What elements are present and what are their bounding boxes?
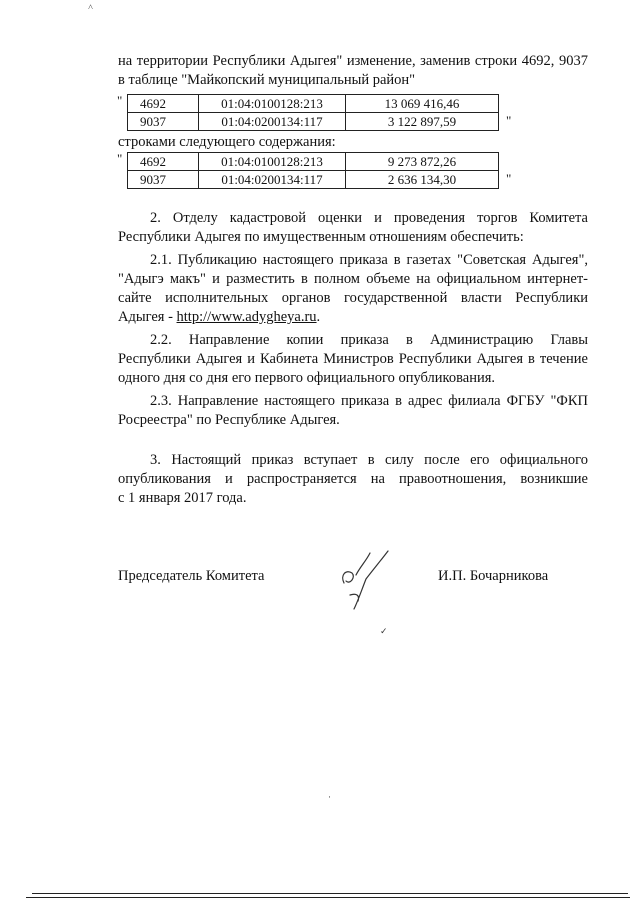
para-2-line-1: 2. Отделу кадастровой оценки и проведения торгов Комитета (150, 210, 588, 226)
quote-open-new: " (117, 151, 123, 166)
scan-mark: ˄ (88, 2, 94, 12)
table-old (127, 94, 499, 131)
table-row (128, 95, 499, 113)
para-2-3-line-1: 2.3. Направление настоящего приказа в адрес филиала ФГБУ "ФКП (150, 393, 588, 409)
table-cell: 2 636 134,30 (346, 171, 499, 189)
table-cell: 01:04:0100128:213 (199, 95, 346, 113)
table-cell: 3 122 897,59 (346, 113, 499, 131)
para-2-3-line-2: Росреестра" по Республике Адыгея. (118, 412, 340, 428)
bottom-rule (26, 897, 630, 898)
para-2-2-line-2: Республики Адыгея и Кабинета Министров Республики Адыгея в течение (118, 351, 588, 367)
website-link[interactable]: http://www.adygheya.ru (176, 309, 317, 325)
intro-line-1: на территории Республики Адыгея" изменение, заменив строки 4692, 9037 (118, 53, 588, 69)
signatory-position: Председатель Комитета (118, 568, 265, 584)
para-2-1-prefix: Адыгея - (118, 309, 177, 325)
table-cell: 13 069 416,46 (346, 95, 499, 113)
table-row (128, 171, 499, 189)
para-2-line-2: Республики Адыгея по имущественным отношениям обеспечить: (118, 229, 524, 245)
para-2-2-line-3: одного дня со дня его первого официального опубликования. (118, 370, 496, 386)
handwritten-signature-icon (336, 545, 396, 613)
table-new (127, 152, 499, 189)
quote-close-new: " (506, 171, 512, 186)
signatory-name: И.П. Бочарникова (438, 568, 549, 584)
quote-close-old: " (506, 113, 512, 128)
para-3-line-2: опубликования и распространяется на правоотношения, возникшие (118, 471, 588, 487)
quote-open-old: " (117, 93, 123, 108)
para-3-line-1: 3. Настоящий приказ вступает в силу после его официального (150, 452, 588, 468)
table-cell: 4692 (128, 153, 199, 171)
para-2-2-line-1: 2.2. Направление копии приказа в Администрацию Главы (150, 332, 588, 348)
para-2-1-suffix: . (316, 309, 321, 325)
table-cell: 01:04:0200134:117 (199, 113, 346, 131)
para-2-1-line-3: сайте исполнительных органов государственной власти Республики (118, 290, 588, 306)
para-2-1-line-4 (118, 308, 320, 326)
table-cell: 01:04:0100128:213 (199, 153, 346, 171)
intro-line-2: в таблице "Майкопский муниципальный район" (118, 72, 416, 88)
para-2-1-line-1: 2.1. Публикацию настоящего приказа в газетах "Советская Адыгея", (150, 252, 588, 268)
para-3-line-3: с 1 января 2017 года. (118, 490, 247, 506)
table-row (128, 113, 499, 131)
table-cell: 4692 (128, 95, 199, 113)
table-row (128, 153, 499, 171)
scan-mark: ✓ (380, 626, 388, 636)
table-cell: 9 273 872,26 (346, 153, 499, 171)
table-cell: 01:04:0200134:117 (199, 171, 346, 189)
table-cell: 9037 (128, 113, 199, 131)
scan-mark: · (328, 792, 331, 802)
replace-label: строками следующего содержания: (118, 134, 336, 150)
para-2-1-line-2: "Адыгэ макъ" и разместить в полном объеме на официальном интернет- (118, 271, 588, 287)
table-cell: 9037 (128, 171, 199, 189)
bottom-rule (32, 893, 628, 894)
